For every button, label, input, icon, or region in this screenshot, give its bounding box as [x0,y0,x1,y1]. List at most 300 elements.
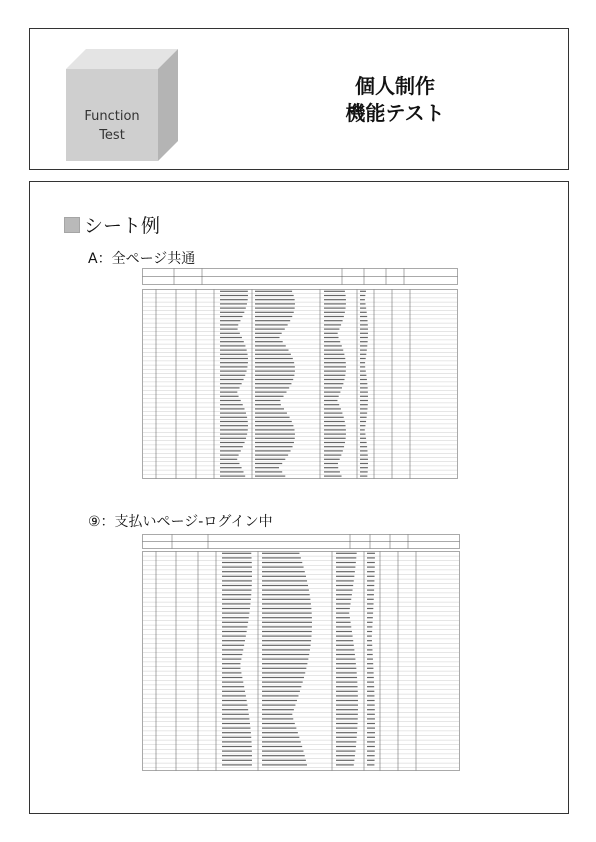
sheet-cell-text [255,413,287,414]
sheet-cell-text [324,303,346,304]
sheet-cell-text [336,682,357,683]
sheet-cell-text [222,636,246,637]
sheet-cell-text [262,636,312,637]
sheet-cell-text [336,764,354,765]
sheet-cell-text [222,746,252,747]
sheet-cell-text [255,463,282,464]
sheet-cell-text [255,387,289,388]
sheet-cell-text [324,371,346,372]
sheet-cell-text [222,691,245,692]
sheet-cell-text [220,467,242,468]
sheet-cell-text [324,417,344,418]
sheet-cell-text [262,557,301,558]
sheet-cell-text [360,341,368,342]
sheet-cell-text [367,562,375,563]
sheet-cell-text [360,396,368,397]
sheet-cell-text [360,299,365,300]
sheet-cell-text [222,594,251,595]
sheet-cell-text [367,695,374,696]
sheet-cell-text [336,576,354,577]
sheet-cell-text [367,718,375,719]
sheet-cell-text [222,659,241,660]
sheet-cell-text [220,425,248,426]
sheet-cell-text [255,400,280,401]
sheet-cell-text [255,308,295,309]
sheet-cell-text [262,603,311,604]
sheet-cell-text [336,557,356,558]
sheet-cell-text [222,755,252,756]
sheet-cell-text [222,672,241,673]
sheet-cell-text [220,320,240,321]
sheet-cell-text [255,366,295,367]
sheet-cell-text [360,392,368,393]
sheet-cell-text [262,732,298,733]
sheet-cell-text [222,663,240,664]
sheet-cell-text [262,594,310,595]
sheet-cell-text [360,429,365,430]
sheet-cell-text [324,425,346,426]
sheet-cell-text [220,324,238,325]
sheet-cell-text [262,700,297,701]
sheet-cell-text [360,371,366,372]
sheet-cell-text [222,751,252,752]
sheet-cell-text [220,413,246,414]
sheet-cell-text [360,471,368,472]
page-title [260,73,530,127]
sheet-cell-text [222,677,242,678]
sheet-cell-text [262,672,305,673]
spreadsheet-image-a [142,268,458,480]
sheet-cell-text [222,695,246,696]
section-label-all-pages: A：全ページ共通 [88,251,196,267]
sheet-cell-text [262,728,296,729]
sheet-cell-text [324,383,343,384]
sheet-cell-text [367,640,372,641]
sheet-cell-text [255,455,288,456]
sheet-cell-text [262,580,307,581]
sheet-cell-text [222,714,249,715]
sheet-cell-text [336,741,356,742]
cube-label-line2: Test [99,128,125,143]
sheet-cell-text [222,557,252,558]
sheet-cell-text [255,337,280,338]
sheet-cell-text [360,345,367,346]
sheet-cell-text [262,576,306,577]
sheet-cell-text [336,631,352,632]
sheet-cell-text [262,714,292,715]
sheet-cell-text [262,695,298,696]
sheet-cell-text [367,571,375,572]
sheet-cell-text [360,316,367,317]
sheet-cell-text [336,580,354,581]
sheet-cell-text [324,459,340,460]
sheet-cell-text [255,446,293,447]
sheet-cell-text [324,358,345,359]
sheet-cell-text [360,413,367,414]
sheet-cell-text [324,467,338,468]
sheet-cell-text [324,299,346,300]
sheet-cell-text [360,291,366,292]
sheet-cell-text [367,557,375,558]
sheet-cell-text [336,718,358,719]
sheet-cell-text [324,421,345,422]
sheet-cell-text [336,594,352,595]
sheet-cell-text [220,438,246,439]
sheet-cell-text [336,622,351,623]
sheet-cell-text [324,408,341,409]
sheet-cell-text [220,442,245,443]
sheet-cell-text [336,677,357,678]
sheet-cell-text [262,709,294,710]
sheet-cell-text [367,659,373,660]
sheet-cell-text [336,728,357,729]
sheet-cell-text [360,320,368,321]
sheet-cell-text [262,640,311,641]
title-line-2: 機能テスト [345,101,445,125]
sheet-cell-text [220,341,244,342]
sheet-cell-text [222,654,242,655]
sheet-cell-text [360,467,368,468]
sheet-cell-text [222,718,249,719]
sheet-cell-text [220,476,245,477]
sheet-example-heading [64,214,160,238]
sheet-cell-text [336,626,351,627]
sheet-cell-text [324,434,346,435]
sheet-cell-text [360,324,368,325]
sheet-cell-text [367,705,375,706]
sheet-cell-text [262,590,309,591]
sheet-cell-text [360,425,365,426]
sheet-cell-text [262,626,312,627]
sheet-cell-text [255,324,288,325]
sheet-cell-text [336,755,355,756]
sheet-cell-text [367,613,373,614]
sheet-cell-text [324,379,344,380]
sheet-cell-text [220,295,248,296]
sheet-cell-text [336,636,353,637]
sheet-cell-text [220,316,242,317]
sheet-cell-text [220,329,238,330]
sheet-cell-text [262,553,299,554]
sheet-cell-text [262,613,312,614]
sheet-cell-text [255,476,285,477]
sheet-cell-text [255,303,295,304]
sheet-example-heading-text: シート例 [84,215,161,237]
sheet-cell-text [367,580,374,581]
sheet-cell-text [222,760,252,761]
sheet-cell-text [367,677,374,678]
sheet-cell-text [324,442,345,443]
sheet-cell-text [222,617,249,618]
sheet-cell-text [360,295,365,296]
sheet-cell-text [324,413,342,414]
sheet-cell-text [255,358,293,359]
cube-label-line1: Function [84,109,140,124]
sheet-cell-text [255,417,290,418]
sheet-cell-text [262,746,302,747]
sheet-cell-text [336,723,358,724]
sheet-cell-text [367,645,372,646]
sheet-cell-text [324,438,346,439]
sheet-cell-text [255,425,293,426]
sheet-cell-text [255,442,294,443]
sheet-cell-text [336,668,356,669]
sheet-cell-text [220,375,245,376]
sheet-cell-text [324,316,344,317]
sheet-cell-text [336,709,358,710]
sheet-cell-text [360,379,367,380]
sheet-cell-text [324,291,345,292]
sheet-cell-text [324,337,338,338]
sheet-cell-text [336,751,355,752]
sheet-cell-text [367,723,375,724]
sheet-cell-text [262,562,302,563]
sheet-cell-text [360,455,368,456]
sheet-cell-text [367,700,375,701]
sheet-cell-text [360,312,367,313]
sheet-cell-text [324,446,344,447]
sheet-cell-text [220,463,239,464]
sheet-cell-text [336,562,356,563]
sheet-cell-text [255,467,279,468]
sheet-cell-text [336,645,354,646]
sheet-cell-text [222,640,245,641]
sheet-cell-text [336,649,354,650]
sheet-cell-text [360,308,366,309]
sheet-cell-text [255,421,292,422]
sheet-cell-text [336,746,356,747]
sheet-cell-text [262,663,307,664]
sheet-cell-text [222,728,250,729]
sheet-cell-text [255,404,281,405]
sheet-cell-text [255,429,295,430]
sheet-cell-text [262,691,300,692]
sheet-cell-text [324,345,342,346]
sheet-cell-text [324,324,341,325]
sheet-cell-text [222,764,252,765]
sheet-cell-text [336,659,355,660]
sheet-cell-text [324,362,346,363]
sheet-cell-text [222,723,250,724]
sheet-cell-text [255,320,290,321]
sheet-cell-text [220,308,246,309]
sheet-cell-text [360,434,365,435]
sheet-cell-text [324,375,345,376]
sheet-cell-text [222,705,247,706]
sheet-cell-text [367,553,375,554]
sheet-cell-text [222,608,250,609]
sheet-cell-text [324,354,344,355]
sheet-cell-text [222,599,251,600]
sheet-cell-text [255,316,292,317]
sheet-cell-text [336,617,350,618]
sheet-cell-text [262,585,308,586]
sheet-cell-text [336,672,357,673]
sheet-cell-text [360,446,367,447]
sheet-cell-text [255,295,294,296]
sheet-cell-text [220,299,248,300]
sheet-cell-text [262,677,304,678]
sheet-cell-text [262,622,312,623]
sheet-cell-text [367,594,374,595]
sheet-cell-text [220,379,244,380]
sheet-cell-text [220,362,248,363]
sheet-cell-text [360,400,368,401]
sheet-cell-text [324,400,337,401]
sheet-cell-text [222,668,240,669]
sheet-cell-text [262,617,312,618]
sheet-cell-text [367,686,374,687]
sheet-cell-text [255,392,287,393]
sheet-cell-text [262,682,303,683]
sheet-cell-text [222,622,248,623]
sheet-cell-text [324,387,342,388]
sheet-cell-text [222,626,247,627]
sheet-cell-text [324,476,342,477]
sheet-cell-text [220,404,243,405]
sheet-cell-text [367,567,375,568]
sheet-cell-text [367,599,374,600]
sheet-cell-text [360,350,367,351]
sheet-cell-text [262,723,295,724]
sheet-cell-text [336,599,351,600]
sheet-cell-text [262,654,309,655]
sheet-cell-text [222,585,252,586]
sheet-cell-text [367,741,375,742]
sheet-cell-text [255,291,292,292]
sheet-cell-text [367,631,372,632]
sheet-cell-text [262,755,305,756]
sheet-cell-text [324,350,343,351]
sheet-cell-text [262,705,295,706]
sheet-cell-text [255,408,284,409]
sheet-cell-text [255,459,285,460]
sheet-cell-text [262,631,312,632]
sheet-cell-text [222,613,249,614]
sheet-cell-text [324,329,339,330]
section-label-payment-login: ⑨：支払いページ-ログイン中 [88,514,273,530]
sheet-cell-text [336,700,358,701]
sheet-cell-text [220,303,247,304]
sheet-cell-text [222,576,252,577]
sheet-cell-text [255,312,294,313]
sheet-cell-text [324,396,339,397]
sheet-cell-text [367,668,373,669]
sheet-cell-text [367,691,374,692]
sheet-cell-text [336,567,355,568]
sheet-cell-text [324,333,338,334]
sheet-cell-text [324,341,340,342]
sheet-cell-text [367,746,375,747]
sheet-cell-text [336,691,358,692]
sheet-cell-text [336,714,358,715]
sheet-cell-text [336,613,349,614]
sheet-cell-text [360,383,367,384]
sheet-cell-text [255,450,291,451]
sheet-cell-text [336,663,356,664]
sheet-cell-text [324,295,346,296]
sheet-cell-text [220,337,242,338]
sheet-cell-text [367,682,374,683]
sheet-cell-text [262,649,310,650]
sheet-cell-text [262,571,305,572]
sheet-cell-text [220,312,244,313]
header-panel [29,28,569,170]
sheet-cell-text [324,404,339,405]
sheet-cell-text [222,686,244,687]
sheet-cell-text [222,562,252,563]
sheet-cell-text [360,421,366,422]
sheet-cell-text [360,366,365,367]
sheet-cell-text [220,417,247,418]
content-panel [29,181,569,814]
sheet-cell-text [222,732,251,733]
sheet-cell-text [262,668,306,669]
sheet-cell-text [222,741,252,742]
sheet-cell-text [360,404,368,405]
sheet-cell-text [222,567,252,568]
sheet-cell-text [367,590,374,591]
sheet-cell-text [367,608,373,609]
sheet-cell-text [222,553,251,554]
sheet-cell-text [367,760,375,761]
sheet-cell-text [220,354,248,355]
sheet-cell-text [360,329,368,330]
sheet-cell-text [324,471,340,472]
sheet-cell-text [360,358,366,359]
sheet-cell-text [367,709,375,710]
sheet-cell-text [324,455,341,456]
sheet-cell-text [262,567,304,568]
function-test-cube-logo [66,49,186,161]
title-line-1: 個人制作 [355,74,435,98]
sheet-cell-text [220,387,240,388]
sheet-cell-text [255,471,282,472]
sheet-cell-text [360,476,367,477]
sheet-cell-text [336,654,355,655]
sheet-cell-text [255,396,284,397]
sheet-cell-text [360,387,368,388]
sheet-cell-text [336,571,355,572]
sheet-cell-text [360,362,365,363]
sheet-cell-text [255,371,295,372]
sheet-cell-text [220,350,247,351]
sheet-cell-text [222,571,252,572]
sheet-cell-text [360,303,366,304]
sheet-cell-text [367,603,374,604]
spreadsheet-thumbnail-all-pages [142,268,458,480]
sheet-cell-text [262,760,306,761]
sheet-cell-text [367,654,373,655]
sheet-cell-text [336,686,358,687]
sheet-cell-text [255,438,295,439]
sheet-cell-text [220,455,239,456]
sheet-cell-text [220,459,237,460]
sheet-cell-text [367,617,373,618]
sheet-cell-text [336,603,351,604]
sheet-cell-text [336,760,354,761]
sheet-cell-text [220,345,245,346]
sheet-cell-text [336,553,357,554]
sheet-cell-text [324,463,338,464]
sheet-cell-text [222,737,251,738]
sheet-cell-text [336,695,358,696]
sheet-cell-text [367,585,374,586]
sheet-cell-text [220,429,248,430]
sheet-cell-text [360,354,366,355]
sheet-cell-text [255,350,289,351]
sheet-cell-text [262,741,301,742]
